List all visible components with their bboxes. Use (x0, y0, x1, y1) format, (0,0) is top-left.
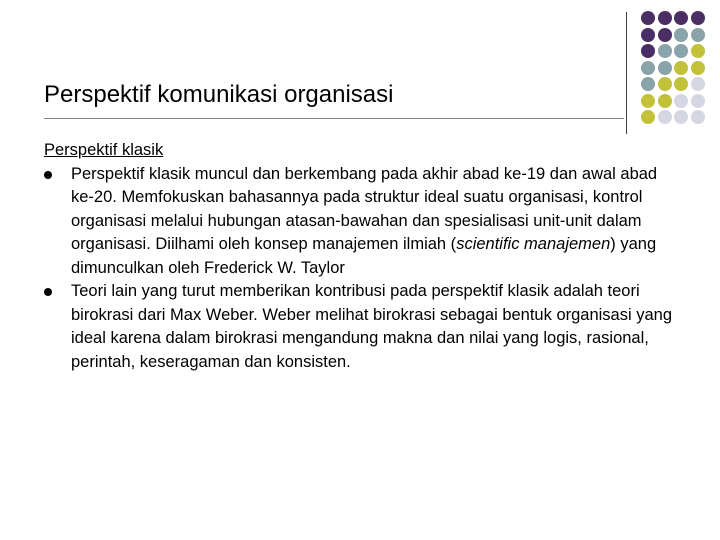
decorative-dot (641, 44, 655, 58)
bullet-item-2 (44, 280, 684, 374)
decorative-dot (658, 94, 672, 108)
decorative-dot-grid (0, 0, 720, 140)
bullet-1-italic-term: scientific manajemen (456, 235, 611, 253)
decorative-dot (691, 28, 705, 42)
decorative-dot (641, 61, 655, 75)
decorative-dot (691, 94, 705, 108)
decorative-dot (691, 44, 705, 58)
bullet-dot-icon (44, 288, 52, 296)
slide-title: Perspektif komunikasi organisasi (44, 81, 394, 108)
title-divider (44, 118, 624, 119)
decorative-dot (674, 11, 688, 25)
decorative-dot (691, 11, 705, 25)
decorative-dot (674, 44, 688, 58)
decorative-dot (691, 77, 705, 91)
decorative-dot (691, 110, 705, 124)
decorative-dot (691, 61, 705, 75)
section-heading: Perspektif klasik (44, 141, 164, 159)
bullet-text-2 (71, 282, 672, 371)
decorative-dot (658, 110, 672, 124)
bullet-1-text-start: Perspektif klasik muncul dan berkembang pada akhir abad ke-19 dan awal abad ke-20. Memfokuskan bahasannya pada struktur ideal suatu organisasi, kontrol organisasi melalui hubungan atasan-bawahan dan spesialisasi unit-unit dalam organisasi. Diilhami oleh konsep manajemen ilmiah ( (71, 164, 658, 253)
decorative-dot (641, 28, 655, 42)
bullet-list (44, 163, 684, 375)
decorative-dot (674, 77, 688, 91)
decorative-dot (658, 11, 672, 25)
bullet-2-text: Teori lain yang turut memberikan kontribusi pada perspektif klasik adalah teori birokrasi dari Max Weber. Weber melihat birokrasi sebagai bentuk organisasi yang ideal karena dalam birokrasi mengandung makna dan nilai yang logis, rasional, perintah, keseragaman dan konsisten. (71, 282, 673, 371)
bullet-dot-icon (44, 171, 52, 179)
decorative-dot (674, 110, 688, 124)
slide-body (44, 139, 684, 374)
decorative-dot (674, 94, 688, 108)
decorative-dot (674, 28, 688, 42)
bullet-1-text-end: ) yang dimunculkan oleh Frederick W. Taylor (71, 235, 657, 277)
decorative-dot (641, 77, 655, 91)
decorative-dot (658, 44, 672, 58)
bullet-text-1 (71, 165, 657, 277)
decorative-dot (641, 94, 655, 108)
vertical-divider-line (626, 12, 627, 134)
decorative-dot (658, 77, 672, 91)
bullet-item-1 (44, 163, 684, 281)
decorative-dot (658, 28, 672, 42)
decorative-dot (674, 61, 688, 75)
decorative-dot (641, 110, 655, 124)
decorative-dot (658, 61, 672, 75)
decorative-dot (641, 11, 655, 25)
